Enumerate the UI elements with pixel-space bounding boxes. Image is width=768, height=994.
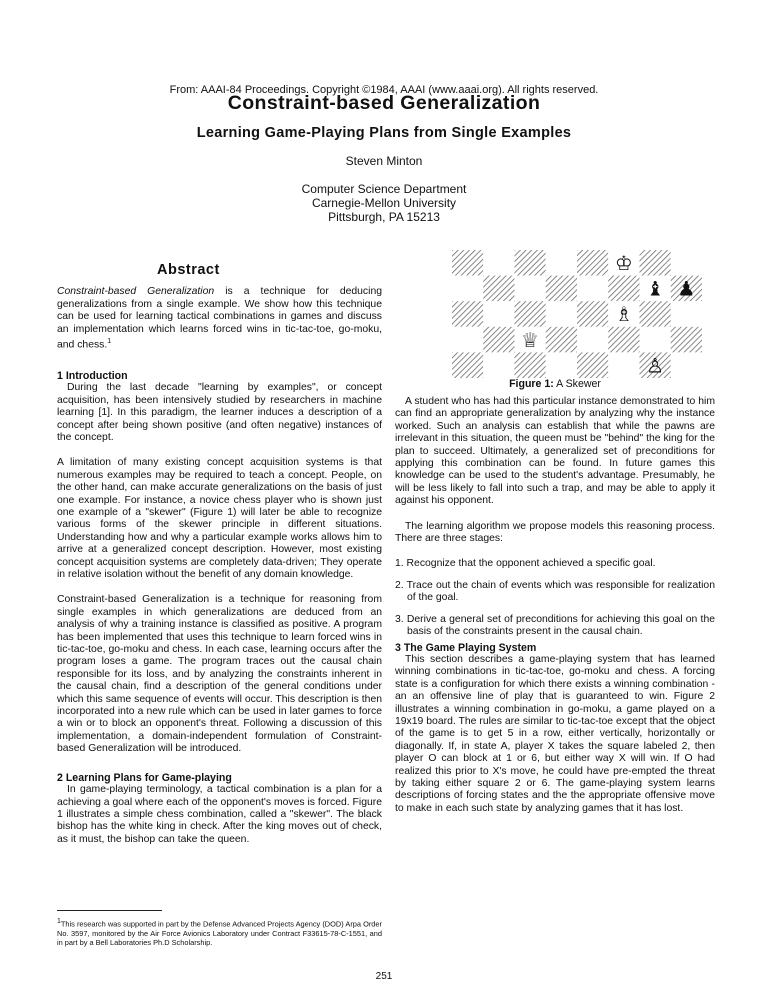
step-item: 3. Derive a general set of preconditions for achieving this goal on the basis of the constraints present in the causal chain. xyxy=(395,613,715,638)
white-king-piece: ♔ xyxy=(614,250,633,275)
affiliation-dept: Computer Science Department xyxy=(301,182,467,196)
section-1-paragraph-1: During the last decade "learning by examples", or concept acquisition, has been intensively studied by researchers in machine learning [1]. In this paradigm, the learner induces a description of a concept after being shown positive (and often negative) instances of the concept. xyxy=(57,382,382,443)
board-square xyxy=(577,250,608,276)
right-paragraph-2: The learning algorithm we propose models this reasoning process. There are three stages: xyxy=(395,520,715,545)
footnote-mark: 1 xyxy=(107,338,112,346)
board-square xyxy=(608,352,639,378)
step-item: 2. Trace out the chain of events which was responsible for realization of the goal. xyxy=(395,579,715,604)
author-name: Steven Minton xyxy=(345,154,423,168)
board-square xyxy=(546,352,577,378)
board-square xyxy=(483,276,514,302)
board-square xyxy=(452,250,483,276)
board-square xyxy=(608,276,639,302)
footnote-rule xyxy=(57,910,162,911)
black-pawn-piece: ♟ xyxy=(677,276,696,301)
right-paragraph-1: A student who has had this particular instance demonstrated to him can find an appropriate generalization by analyzing why the instance worked. Such an analysis can establish that while the pawns are irrelevant in this situation, the queen must be "behind" the king for the plan to succeed. Ultimately, a generalized set of preconditions for applying this combination can be found. In future games this knowledge can be used to the student's advantage. Presumably, he will be less likely to fall into such a trap, and may be able to apply it against his opponent. xyxy=(395,396,715,507)
board-square xyxy=(671,327,702,353)
board-square xyxy=(546,250,577,276)
board-squares xyxy=(452,250,702,378)
footnote-text: This research was supported in part by the Defense Advanced Projects Agency (DOD) Arpa Order No. 3597, monitored by the Air Force Avionics Laboratory under Contract F33615-78-C-1551, and in part by a Bell Laboratories Ph.D Scholarship. xyxy=(57,919,382,947)
board-square xyxy=(640,327,671,353)
board-square xyxy=(671,301,702,327)
board-square xyxy=(483,250,514,276)
board-square xyxy=(546,327,577,353)
board-square xyxy=(515,301,546,327)
white-queen-piece: ♕ xyxy=(521,327,540,352)
affiliation-university: Carnegie-Mellon University xyxy=(311,196,457,210)
board-square xyxy=(515,250,546,276)
board-square xyxy=(671,250,702,276)
affiliation xyxy=(0,182,768,224)
section-3-heading: 3 The Game Playing System xyxy=(395,641,537,654)
board-square xyxy=(452,301,483,327)
board-square xyxy=(483,352,514,378)
board-square xyxy=(671,352,702,378)
board-square xyxy=(483,327,514,353)
abstract-term: Constraint-based Generalization xyxy=(57,286,215,298)
board-square xyxy=(546,276,577,302)
section-2-heading: 2 Learning Plans for Game-playing xyxy=(57,771,232,784)
abstract-heading: Abstract xyxy=(157,262,220,278)
board-square xyxy=(483,301,514,327)
section-1-heading: 1 Introduction xyxy=(57,369,128,382)
paper-subtitle: Learning Game-Playing Plans from Single Examples xyxy=(196,125,572,141)
board-square xyxy=(515,352,546,378)
black-bishop-piece: ♝ xyxy=(646,276,665,301)
footnote xyxy=(57,917,382,947)
section-3-paragraph-1: This section describes a game-playing system that has learned winning combinations in tic-tac-toe, go-moku and chess. A forcing state is a configuration for which there exists a winning combination - an an offensive line of play that is guaranteed to win. Figure 2 illustrates a winning combination in go-moku, a game played on a 19x19 board. The rules are similar to tic-tac-toe except that the object of the game is to get 5 in a row, either vertically, horizontally or diagonally. If, in state A, player X takes the square labeled 2, then player O can block at 1 or 6, but either way X will win. If O had realized this prior to X's move, he could have pre-empted the threat by taking either square 2 or 6. The game-playing system learns descriptions of forcing states and the the appropriate offensive move to make in each such state by analyzing games that it has lost. xyxy=(395,653,715,814)
step-item: 1. Recognize that the opponent achieved a specific goal. xyxy=(395,558,656,570)
section-2-paragraph-1: In game-playing terminology, a tactical combination is a plan for a achieving a goal where each of the opponent's moves is forced. Figure 1 illustrates a simple chess combination, called a "skewer". The black bishop has the white king in check. After the king moves out of check, as it must, the bishop can take the queen. xyxy=(57,784,382,845)
board-square xyxy=(577,301,608,327)
footnote-number: 1 xyxy=(57,918,61,925)
paper-title: Constraint-based Generalization xyxy=(227,92,541,114)
right-column xyxy=(395,379,715,828)
copyright-header: From: AAAI-84 Proceedings. Copyright ©1984, AAAI (www.aaai.org). All rights reserved. xyxy=(169,84,599,96)
board-square xyxy=(577,352,608,378)
board-square xyxy=(640,301,671,327)
white-pawn-piece: ♙ xyxy=(646,353,665,378)
board-square xyxy=(640,250,671,276)
caption-text: A Skewer xyxy=(556,378,601,390)
abstract-text xyxy=(57,286,382,352)
board-square xyxy=(577,276,608,302)
board-square xyxy=(515,276,546,302)
board-square xyxy=(577,327,608,353)
board-square xyxy=(452,327,483,353)
chess-board-figure xyxy=(452,250,702,378)
section-1-paragraph-3: Constraint-based Generalization is a technique for reasoning from single examples in which generalizations are deduced from an analysis of why a training instance is classified as positive. A program has been implemented that uses this technique to learn forced wins in tic-tac-toe, go-moku and chess. In each case, learning occurs after the program loses a game. The program traces out the causal chain responsible for its loss, and by analyzing the constraints inherent in the causal chain, find a description of the general conditions under which this same sequence of events will occur. This description is then incorporated into a new rule which can be used in later games to force a win or to block an opponent's threat. Following a discussion of this implementation, a domain-independent formulation of Constraint-based Generalization will be introduced. xyxy=(57,594,382,755)
caption-label: Figure 1: xyxy=(509,378,554,390)
white-bishop-piece: ♗ xyxy=(614,302,633,327)
abstract-body: is a technique for deducing generalizations from a single example. We show how this technique can be used for learning tactical combinations in games and discuss an implementation which learns forced wins in tic-tac-toe, go-moku, and chess. xyxy=(57,286,382,351)
section-1-paragraph-2: A limitation of many existing concept acquisition systems is that numerous examples may be required to teach a concept. People, on the other hand, can make accurate generalizations on the basis of just one example. For instance, a novice chess player who is shown just one example of a "skewer" (Figure 1) will later be able to recognize various forms of the skewer principle in different situations. Understanding how and why a particular example works allows him to arrive at a generalized concept description. However, most existing concept acquisition systems are completely data-driven; They operate in relative isolation without the benefit of any domain knowledge. xyxy=(57,457,382,580)
board-square xyxy=(452,352,483,378)
algorithm-steps xyxy=(395,558,715,638)
board-square xyxy=(546,301,577,327)
left-column xyxy=(57,264,382,859)
board-square xyxy=(452,276,483,302)
affiliation-city: Pittsburgh, PA 15213 xyxy=(328,210,440,224)
page-number: 251 xyxy=(375,971,393,982)
board-square xyxy=(608,327,639,353)
